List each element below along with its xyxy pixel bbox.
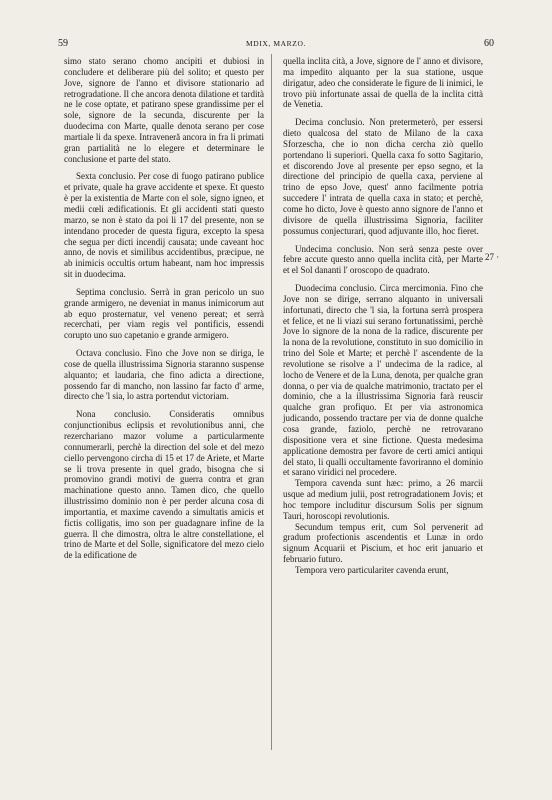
paragraph: Undecima conclusio. Non serà senza peste over febre accute questo anno quella inclita cità, per Marte et el Sol dananti l' oroscopo de quadrato.	[283, 243, 483, 276]
paragraph: Tempora vero particulariter cavenda erunt,	[295, 564, 449, 575]
right-column	[283, 56, 483, 576]
paragraph: Duodecima conclusio. Circa mercimonia. Fino che Jove non se dirige, serrano alquanto in universali infortunati, directo che 'l sia, la fortuna serrà prospera et felice, et ne li viazi sui serano fortunatissimi, perchè Jove lo signore de la nona de la radice, discurente per la nona de la revolutione, constituto in suo domicilio in trino del Sole et Marte; et perchè l' ascendente de la revolutione se risolve a l' undecima de la radice, al locho de Venere et de la Luna, denota, per qualche gran donna, o per via de qualche matrimonio, tractato per el dominio, che a la illustrissima Signoria farà reuscir qualche gran profiquo. Et per via astronomica judicando, possendo tractare per via de donne qualche cosa grande, faziolo, perchè ne retrovarano dispositione vera et sine fictione. Questa medesima applicatione demostra per favore de certi amici antiqui del stato, li qualli occultamente favoriranno el dominio et sarano viridici nel procedere.	[283, 283, 483, 478]
paragraph: Tempora cavenda sunt hæc: primo, a 26 marcii usque ad medium julii, post retrogradationem Jovis; et hoc tempore includitur discursum Solis per signum Tauri, horoscopi revolutionis.	[283, 478, 483, 521]
paragraph: Nona conclusio. Consideratis omnibus conjunctionibus eclipsis et revolutionibus anni, che rezerchariano mazor volume a particularmente connumerarli, perchè la direction del sole et del mezo ciello pervengono circha di 15 et 17 de Ariete, et Marte se li trova presente in quel grado, bisogna che si promovino grandi motivi de guerra contra et gran machinatione questo anno. Tamen dico, che quello illustrissimo dominio non è per perder alcuna cosa di importantia, et maxime cavendo a simultatis amicis et fictis colligatis, imo son per guadagnare infine de la guerra. Il che dimostra, oltra le altre constellatione, el trino de Marte et del Solle, significatore del mezo cielo de la edificatione de	[64, 409, 264, 561]
column-divider	[271, 54, 272, 750]
margin-note: 27 ·	[485, 252, 500, 262]
running-head: MDIX, MARZO.	[246, 39, 306, 48]
page-number-left: 59	[58, 38, 68, 49]
page-header	[58, 38, 494, 52]
paragraph: Decima conclusio. Non pretermeterò, per essersi dieto qualcosa del stato de Milano de la caxa Sforzescha, che io non dicha cercha ziò quello portendano li superiori. Quella caxa fo sotto Sagitario, et discorendo Jove al presente per epso segno, et la directione del principio de quella caxa, perviene al trino de epso Jove, quest' anno facilmente potria succedere l' intrata de quella caxa in stato; et perchè, come ho dicto, Jove è questo anno signore de l'anno et divisore de quella illustrissima Signoria, faciliter possumus conjecturari, quod adjuvante illo, hoc fieret.	[283, 117, 483, 236]
paragraph: simo stato serano chomo ancipiti et dubiosi in concludere et deliberare più del solito; et questo per Jove, signore de l'anno et divisore stationario ad retrogradatione. Il che ancora denota dilatione et tardità ne le cose optate, et patirano spese grandissime per el sole, signore de la secunda, discurente per la duodecima con Marte, qualle denota serano per cose martiale li da spexe. Intraveneră ancora in fra li primati gran partialità ne lo elegere et determinare le conclusione et parte del stato.	[64, 56, 264, 164]
page-number-right: 60	[484, 38, 494, 49]
paragraph: Secundum tempus erit, cum Sol pervenerit ad gradum profectionis ascendentis et Lunæ in ordo signum Acquarii et Piscium, et hoc erit januario et februario futuro.	[283, 521, 483, 565]
left-column	[64, 56, 264, 561]
paragraph: quella inclita cità, a Jove, signore de l' anno et divisore, ma impedito alquanto per la sua statione, usque dirigatur, adeo che considerate le figure de li inimici, le trovo più infortunate assai de quella de la inclita città de Venetia.	[283, 56, 483, 110]
paragraph: Octava conclusio. Fino che Jove non se diriga, le cose de quella illustrissima Signoria staranno suspense alquanto; et laudaria, che fino adicta a directione, possendo far di mancho, non lassino far facto d' arme, directo che 'l sia, lo astra portendut victoriam.	[64, 348, 264, 402]
paragraph: Septima conclusio. Serrà in gran pericolo un suo grande armigero, ne deveniat in manus inimicorum aut ab equo prosternatur, vel veneno pereat; et serrà recerchati, per viam regis vel pontificis, essendi corupto uno suo capetanio e grande armigero.	[64, 286, 264, 341]
paragraph: Sexta conclusio. Per cose di fuogo patirano publice et private, quale ha grave accidente et spexe. Et questo è per la existentia de Marte con el sole, signo igneo, et medii cœli ædificationis. Et gli accidenti stati questo marzo, se non è stato da poi li 17 del presente, non se intendano proceder de questa figura, excepto la spesa che segua per dicti incendij causata; unde caveant hoc anno, de novis et similibus accidentibus, præcipue, ne ab inimicis occultis ortum habeant, nam hoc impressis sit in duodecima.	[64, 171, 264, 280]
